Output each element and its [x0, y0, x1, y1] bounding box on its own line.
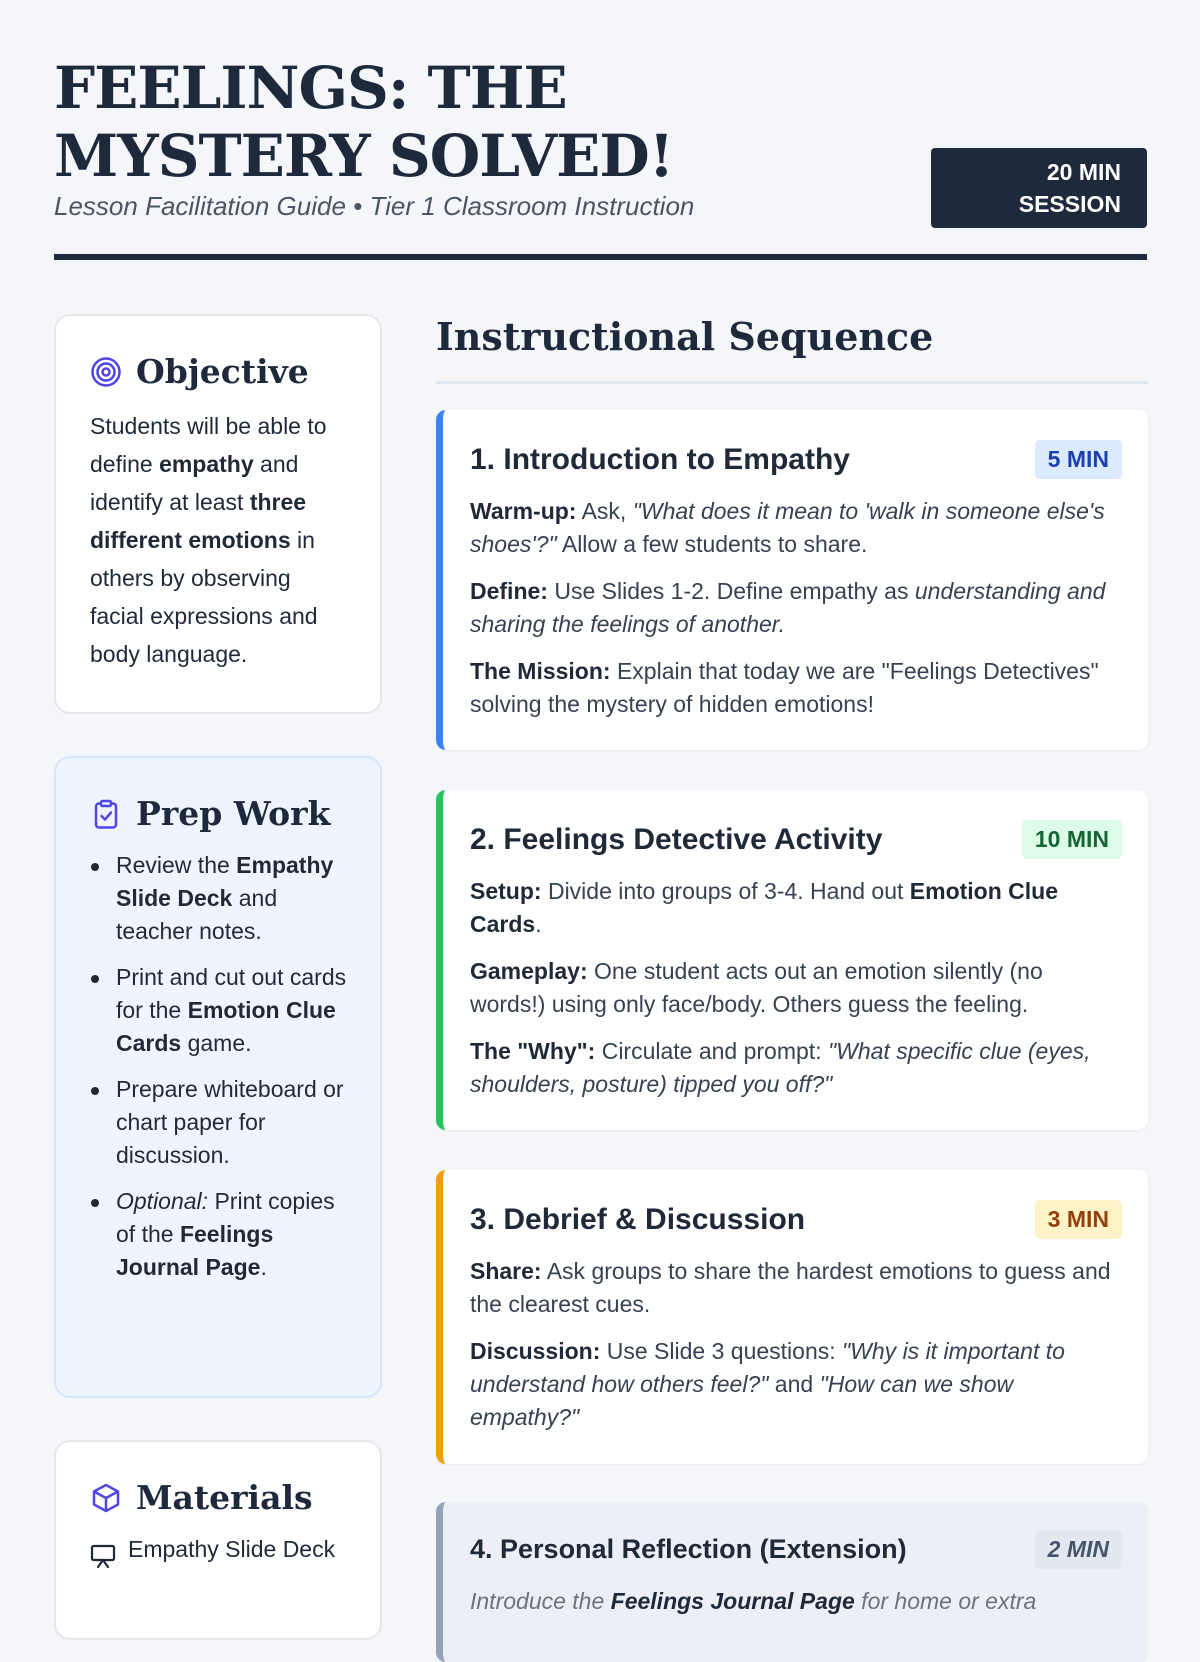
text-run: .: [535, 911, 542, 937]
emphasis-text: Optional:: [116, 1188, 209, 1214]
clipboard-check-icon: [90, 798, 122, 830]
step-title: 1. Introduction to Empathy: [470, 442, 850, 476]
emphasis-text: Feelings Journal Page: [116, 1221, 274, 1280]
sequence-heading: Instructional Sequence: [436, 314, 1148, 384]
objective-text-run: and identify at least: [90, 451, 299, 515]
objective-text: [90, 407, 348, 673]
text-run: Explain that today we are "Feelings Detectives" solving the mystery of hidden emotions!: [470, 658, 1099, 717]
objective-title: Objective: [136, 352, 309, 391]
sequence-step-3: [436, 1170, 1148, 1464]
materials-item-label: Empathy Slide Deck: [128, 1536, 336, 1562]
step-title: 4. Personal Reflection (Extension): [470, 1534, 907, 1564]
step-body: [470, 1585, 1122, 1618]
step-duration-badge: 2 MIN: [1035, 1530, 1122, 1569]
page-title: FEELINGS: THE MYSTERY SOLVED!: [54, 54, 674, 190]
session-duration-value: 20 MIN: [1046, 159, 1121, 185]
step-body: [470, 1255, 1122, 1434]
prep-work-item: [90, 849, 348, 948]
emphasis-text: "What specific clue (eyes, shoulders, posture) tipped you off?": [470, 1038, 1091, 1097]
step-paragraph: [470, 495, 1122, 561]
page-header: [54, 54, 1147, 260]
emphasis-text: for home or extra: [854, 1588, 1037, 1614]
prep-work-list: [90, 849, 348, 1284]
text-run: Prepare whiteboard or chart paper for discussion.: [116, 1076, 344, 1168]
step-paragraph: [470, 1255, 1122, 1321]
text-run: Ask,: [576, 498, 633, 524]
text-run: .: [260, 1254, 267, 1280]
emphasis-text: Introduce the: [470, 1588, 611, 1614]
step-body: [470, 875, 1122, 1101]
emphasis-text: "Why is it important to understand how others feel?": [470, 1338, 1065, 1397]
emphasis-text: Warm-up:: [470, 498, 577, 524]
objective-text-run: Students will be able to define: [90, 413, 327, 477]
materials-header: [90, 1478, 348, 1517]
text-run: and: [768, 1371, 820, 1397]
prep-work-item: [90, 961, 348, 1060]
step-paragraph: [470, 1035, 1122, 1101]
objective-header: [90, 352, 348, 391]
emphasis-text: Gameplay:: [470, 958, 588, 984]
text-run: One student acts out an emotion silently (no words!) using only face/body. Others guess the feeling.: [470, 958, 1043, 1017]
step-title: 2. Feelings Detective Activity: [470, 822, 883, 856]
step-header: [470, 1200, 1122, 1239]
prep-work-card: [54, 756, 382, 1398]
step-header: [470, 440, 1122, 479]
emphasis-text: Define:: [470, 578, 548, 604]
prep-work-header: [90, 794, 348, 833]
sequence-step-4: [436, 1502, 1148, 1662]
step-paragraph: [470, 1335, 1122, 1434]
text-run: and teacher notes.: [116, 885, 278, 944]
materials-card: [54, 1440, 382, 1640]
step-header: [470, 820, 1122, 859]
step-paragraph: [470, 1585, 1122, 1618]
text-run: Divide into groups of 3-4. Hand out: [541, 878, 910, 904]
step-header: [470, 1530, 1122, 1569]
emphasis-text: understanding and sharing the feelings of another.: [470, 578, 1106, 637]
emphasis-text: "How can we show empathy?": [470, 1371, 1014, 1430]
step-paragraph: [470, 655, 1122, 721]
text-run: Use Slides 1-2. Define empathy as: [547, 578, 915, 604]
emphasis-text: Emotion Clue Cards: [116, 997, 336, 1056]
emphasis-text: The "Why":: [470, 1038, 596, 1064]
emphasis-text: Share:: [470, 1258, 542, 1284]
session-duration-badge: [931, 148, 1147, 228]
cube-icon: [90, 1482, 122, 1514]
presentation-icon: [90, 1543, 116, 1569]
text-run: Ask groups to share the hardest emotions to guess and the clearest cues.: [470, 1258, 1111, 1317]
text-run: game.: [181, 1030, 252, 1056]
text-run: Review the: [116, 852, 237, 878]
emphasis-text: Feelings Journal Page: [610, 1588, 855, 1614]
step-paragraph: [470, 575, 1122, 641]
objective-card: [54, 314, 382, 714]
text-run: Allow a few students to share.: [556, 531, 868, 557]
materials-title: Materials: [136, 1478, 313, 1517]
emphasis-text: Empathy Slide Deck: [116, 852, 334, 911]
emphasis-text: Emotion Clue Cards: [470, 878, 1059, 937]
emphasis-text: Setup:: [470, 878, 542, 904]
step-duration-badge: 10 MIN: [1022, 820, 1122, 859]
text-run: Print copies of the: [116, 1188, 335, 1247]
objective-keyword: empathy: [159, 451, 254, 477]
emphasis-text: "What does it mean to 'walk in someone else's shoes'?": [470, 498, 1105, 557]
prep-work-item: [90, 1185, 348, 1284]
sequence-step-2: [436, 790, 1148, 1130]
step-duration-badge: 3 MIN: [1035, 1200, 1122, 1239]
objective-text-run: in others by observing facial expressions and body language.: [90, 527, 318, 667]
text-run: Use Slide 3 questions:: [600, 1338, 843, 1364]
step-title: 3. Debrief & Discussion: [470, 1202, 806, 1236]
text-run: Print and cut out cards for the: [116, 964, 347, 1023]
text-run: Circulate and prompt:: [595, 1038, 828, 1064]
sequence-step-1: [436, 410, 1148, 750]
session-duration-label: SESSION: [1018, 191, 1121, 217]
target-icon: [90, 356, 122, 388]
step-paragraph: [470, 875, 1122, 941]
page-subtitle: Lesson Facilitation Guide • Tier 1 Classroom Instruction: [54, 191, 695, 221]
prep-work-title: Prep Work: [136, 794, 331, 833]
prep-work-item: [90, 1073, 348, 1172]
materials-item: [90, 1533, 348, 1569]
objective-keyword: three different emotions: [90, 489, 307, 553]
step-duration-badge: 5 MIN: [1035, 440, 1122, 479]
step-paragraph: [470, 955, 1122, 1021]
step-body: [470, 495, 1122, 721]
emphasis-text: The Mission:: [470, 658, 611, 684]
emphasis-text: Discussion:: [470, 1338, 601, 1364]
